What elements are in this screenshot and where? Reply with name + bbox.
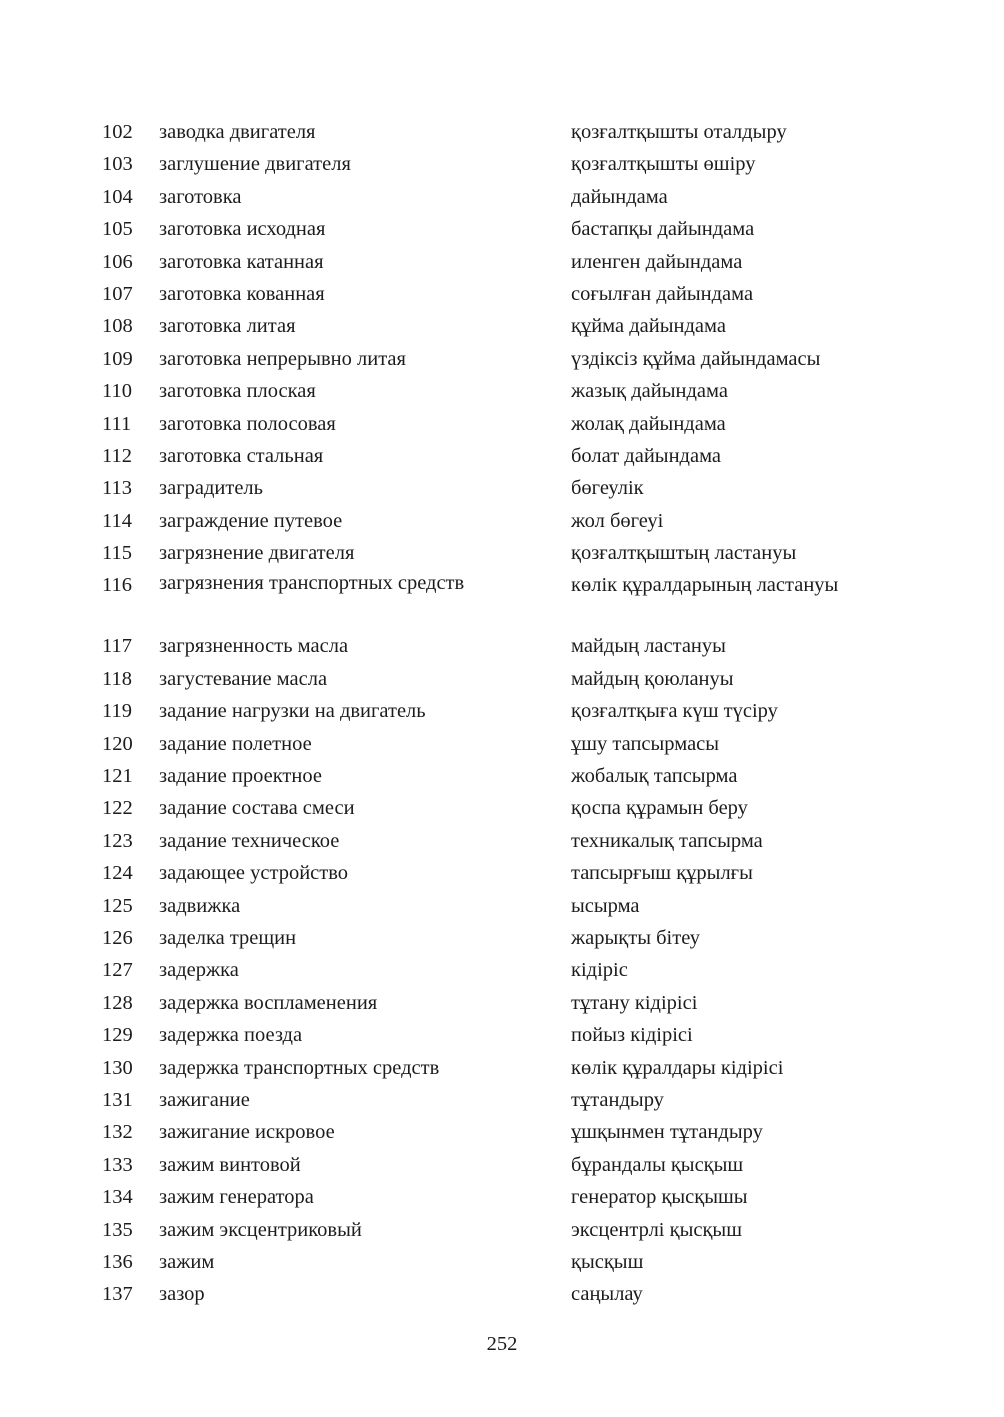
russian-term: зазор [159,1283,205,1306]
russian-term: задвижка [159,894,241,917]
entry-number: 111 [102,412,132,435]
entry-number: 104 [102,185,133,208]
kazakh-term: тапсырғыш құрылғы [571,862,753,885]
glossary-entry [0,472,1004,504]
kazakh-term: ұшу тапсырмасы [571,732,720,755]
entry-number: 131 [102,1088,133,1111]
glossary-entry [0,1214,1004,1246]
kazakh-term: ысырма [571,894,640,917]
glossary-entry [0,630,1004,662]
russian-term: задержка [159,959,239,982]
glossary-entry [0,1116,1004,1148]
russian-term: загрязнения транспортных средств [159,572,465,595]
russian-term: зажигание [159,1088,250,1111]
glossary-entry [0,440,1004,472]
glossary-entry [0,1084,1004,1116]
russian-term: загрязнение двигателя [159,542,355,565]
russian-term: задание проектное [159,765,322,788]
kazakh-term: жобалық тапсырма [571,765,738,788]
russian-term: зажим генератора [159,1186,314,1209]
entry-number: 122 [102,797,133,820]
russian-term: заготовка полосовая [159,412,336,435]
russian-term: заготовка литая [159,315,296,338]
glossary-entry [0,760,1004,792]
entry-number: 105 [102,218,133,241]
russian-term: заграждение путевое [159,509,343,532]
kazakh-term: майдың ластануы [571,635,726,658]
kazakh-term: саңылау [571,1283,643,1306]
entry-number: 117 [102,635,132,658]
russian-term: заделка трещин [159,926,297,949]
glossary-entry [0,792,1004,824]
glossary-entry [0,728,1004,760]
russian-term: задание нагрузки на двигатель [159,700,426,723]
entry-number: 126 [102,926,133,949]
russian-term: заготовка плоская [159,380,316,403]
entry-number: 113 [102,477,132,500]
russian-term: заготовка катанная [159,250,324,273]
glossary-entry [0,857,1004,889]
kazakh-term: жол бөгеуі [571,509,664,532]
glossary-entry [0,825,1004,857]
russian-term: заглушение двигателя [159,153,351,176]
kazakh-term: кідіріс [571,959,628,982]
entry-number: 112 [102,444,132,467]
russian-term: заводка двигателя [159,121,316,143]
russian-term: зажим [159,1250,215,1273]
russian-term: заготовка стальная [159,444,324,467]
glossary-list [0,116,1004,1311]
kazakh-term: тұтану кідірісі [571,991,698,1014]
entry-number: 137 [102,1283,133,1306]
kazakh-term: көлік құралдары кідірісі [571,1056,784,1079]
kazakh-term: пойыз кідірісі [571,1024,693,1047]
kazakh-term: соғылған дайындама [571,282,754,305]
kazakh-term: қоспа құрамын беру [571,797,748,820]
russian-term: зажим эксцентриковый [159,1218,362,1241]
entry-number: 128 [102,991,133,1014]
glossary-entry [0,375,1004,407]
russian-term: задержка транспортных средств [159,1056,440,1079]
russian-term: загрязненность масла [159,635,349,658]
kazakh-term: қозғалтқышты оталдыру [571,121,787,143]
entry-number: 108 [102,315,133,338]
glossary-entry [0,987,1004,1019]
entry-number: 109 [102,347,133,370]
russian-term: загустевание масла [159,667,328,690]
entry-number: 129 [102,1024,133,1047]
glossary-entry [0,408,1004,440]
entry-number: 119 [102,700,132,723]
entry-number: 116 [102,574,132,597]
glossary-entry [0,569,1004,630]
russian-term: зажим винтовой [159,1153,301,1176]
russian-term: заготовка непрерывно литая [159,347,406,370]
glossary-entry [0,954,1004,986]
russian-term: зажигание искровое [159,1121,335,1144]
russian-term: заготовка кованная [159,282,325,305]
kazakh-term: болат дайындама [571,444,721,467]
entry-number: 136 [102,1250,133,1273]
entry-number: 114 [102,509,132,532]
glossary-entry [0,278,1004,310]
entry-number: 135 [102,1218,133,1241]
entry-number: 134 [102,1186,133,1209]
russian-term: задержка поезда [159,1024,303,1047]
entry-number: 102 [102,121,133,143]
kazakh-term: үздіксіз құйма дайындамасы [571,347,821,370]
kazakh-term: генератор қысқышы [571,1186,748,1209]
kazakh-term: бұрандалы қысқыш [571,1153,744,1176]
entry-number: 103 [102,153,133,176]
kazakh-term: дайындама [571,185,668,208]
entry-number: 118 [102,667,132,690]
glossary-entry [0,1052,1004,1084]
entry-number: 124 [102,862,133,885]
entry-number: 123 [102,829,133,852]
entry-number: 133 [102,1153,133,1176]
entry-number: 107 [102,282,133,305]
kazakh-term: майдың қоюлануы [571,667,734,690]
glossary-entry [0,1181,1004,1213]
russian-term: заготовка исходная [159,218,326,241]
entry-number: 127 [102,959,133,982]
glossary-entry [0,505,1004,537]
entry-number: 132 [102,1121,133,1144]
glossary-entry [0,213,1004,245]
russian-term: задержка воспламенения [159,991,378,1014]
russian-term: заготовка [159,185,242,208]
kazakh-term: қозғалтқыға күш түсіру [571,700,778,723]
entry-number: 110 [102,380,132,403]
kazakh-term: көлік құралдарының ластануы [571,574,839,597]
kazakh-term: эксцентрлі қысқыш [571,1218,742,1241]
glossary-entry [0,663,1004,695]
glossary-entry [0,537,1004,569]
kazakh-term: тұтандыру [571,1088,664,1111]
russian-term: задание техническое [159,829,340,852]
kazakh-term: жарықты бітеу [571,926,701,949]
glossary-entry [0,1278,1004,1310]
entry-number: 115 [102,542,132,565]
glossary-entry [0,310,1004,342]
glossary-entry [0,1246,1004,1278]
glossary-entry [0,116,1004,148]
glossary-entry [0,148,1004,180]
glossary-entry [0,695,1004,727]
glossary-entry [0,181,1004,213]
kazakh-term: жолақ дайындама [571,412,726,435]
glossary-entry [0,922,1004,954]
kazakh-term: бөгеулік [571,477,644,500]
entry-number: 125 [102,894,133,917]
russian-term: заградитель [159,477,263,500]
kazakh-term: ұшқынмен тұтандыру [571,1121,763,1144]
glossary-entry [0,1019,1004,1051]
glossary-entry [0,890,1004,922]
entry-number: 106 [102,250,133,273]
glossary-entry [0,246,1004,278]
kazakh-term: қозғалтқыштың ластануы [571,542,797,565]
kazakh-term: құйма дайындама [571,315,726,338]
kazakh-term: қозғалтқышты өшіру [571,153,756,176]
entry-number: 130 [102,1056,133,1079]
kazakh-term: бастапқы дайындама [571,218,755,241]
kazakh-term: техникалық тапсырма [571,829,763,852]
glossary-entry [0,1149,1004,1181]
russian-term: задание полетное [159,732,312,755]
russian-term: задающее устройство [159,862,349,885]
kazakh-term: иленген дайындама [571,250,743,273]
kazakh-term: жазық дайындама [571,380,728,403]
entry-number: 121 [102,765,133,788]
entry-number: 120 [102,732,133,755]
russian-term: задание состава смеси [159,797,355,820]
glossary-entry [0,343,1004,375]
page-number: 252 [486,1333,518,1355]
kazakh-term: қысқыш [571,1250,644,1273]
